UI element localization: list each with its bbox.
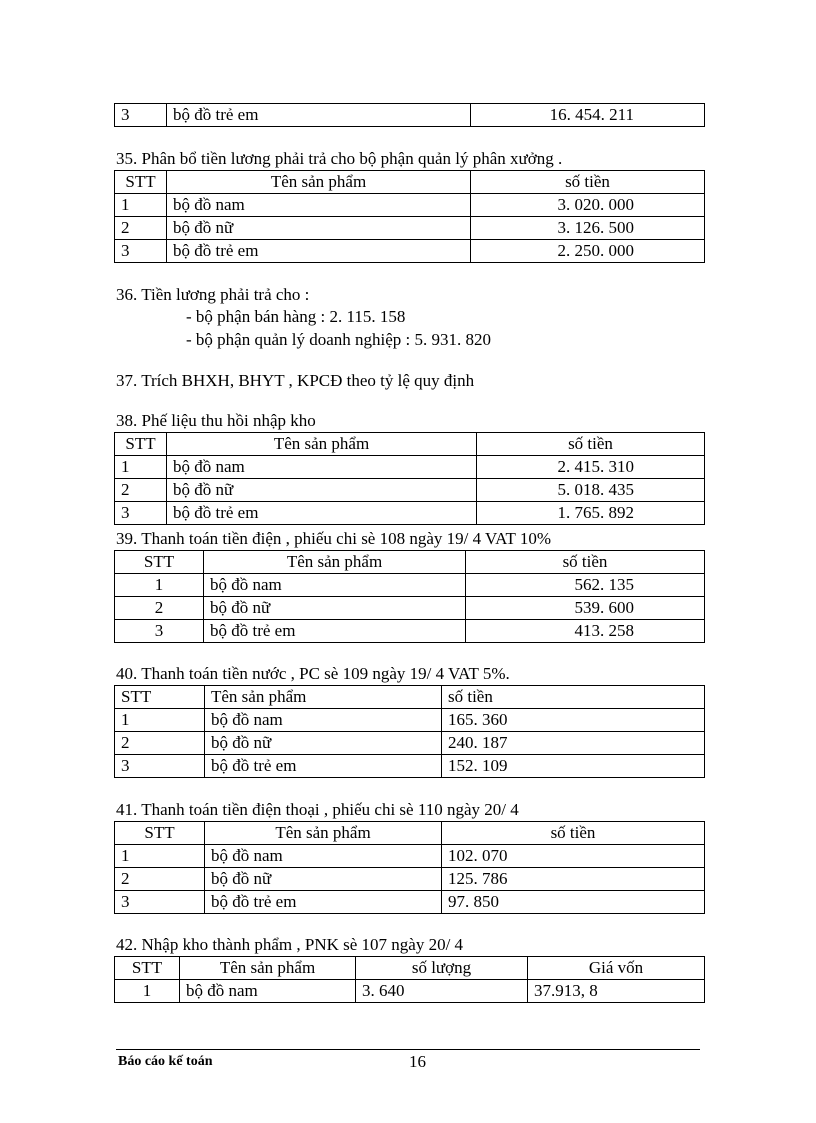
section-37-title: 37. Trích BHXH, BHYT , KPCĐ theo tỷ lệ quy định <box>116 371 475 390</box>
product-cell: bộ đồ nữ <box>205 868 442 891</box>
amount-cell: 5. 018. 435 <box>477 479 705 502</box>
header-stt: STT <box>115 551 204 574</box>
header-stt: STT <box>115 686 205 709</box>
product-cell: bộ đồ trẻ em <box>167 240 471 263</box>
stt-cell: 2 <box>115 868 205 891</box>
product-cell: bộ đồ trẻ em <box>205 755 442 778</box>
table-header-row <box>115 171 705 194</box>
section-40-table <box>114 685 705 778</box>
table-row <box>115 891 705 914</box>
amount-cell: 3. 020. 000 <box>471 194 705 217</box>
table-row <box>115 980 705 1003</box>
amount-cell: 125. 786 <box>442 868 705 891</box>
section-38-title: 38. Phế liệu thu hồi nhập kho <box>116 411 316 430</box>
table-row <box>115 732 705 755</box>
product-cell: bộ đồ trẻ em <box>204 620 466 643</box>
amount-cell: 539. 600 <box>466 597 705 620</box>
table-row <box>115 217 705 240</box>
header-product: Tên sản phẩm <box>180 957 356 980</box>
amount-cell: 562. 135 <box>466 574 705 597</box>
stt-cell: 2 <box>115 217 167 240</box>
section-36-line-sales: - bộ phận bán hàng : 2. 115. 158 <box>186 307 406 326</box>
table-row <box>115 502 705 525</box>
stt-cell: 3 <box>115 620 204 643</box>
section-36-title: 36. Tiền lương phải trả cho : <box>116 285 310 304</box>
header-amount: số tiền <box>477 433 705 456</box>
stt-cell: 3 <box>115 502 167 525</box>
amount-cell: 102. 070 <box>442 845 705 868</box>
section-39-title: 39. Thanh toán tiền điện , phiếu chi sè 108 ngày 19/ 4 VAT 10% <box>116 529 552 548</box>
header-product: Tên sản phẩm <box>167 171 471 194</box>
table-row <box>115 868 705 891</box>
amount-cell: 240. 187 <box>442 732 705 755</box>
stt-cell: 1 <box>115 709 205 732</box>
footer-divider <box>116 1049 700 1050</box>
table-row <box>115 709 705 732</box>
table-row <box>115 845 705 868</box>
table-row <box>115 240 705 263</box>
product-cell: bộ đồ nữ <box>167 479 477 502</box>
header-amount: số tiền <box>471 171 705 194</box>
product-cell: bộ đồ nam <box>205 845 442 868</box>
product-cell: bộ đồ trẻ em <box>167 502 477 525</box>
stt-cell: 2 <box>115 479 167 502</box>
header-stt: STT <box>115 957 180 980</box>
amount-cell: 1. 765. 892 <box>477 502 705 525</box>
stt-cell: 3 <box>115 891 205 914</box>
stt-cell: 1 <box>115 980 180 1003</box>
product-cell: bộ đồ nam <box>204 574 466 597</box>
header-amount: số tiền <box>466 551 705 574</box>
page-number: 16 <box>409 1052 426 1071</box>
top-continuation-table <box>114 103 705 127</box>
amount-cell: 2. 415. 310 <box>477 456 705 479</box>
stt-cell: 2 <box>115 732 205 755</box>
amount-cell: 165. 360 <box>442 709 705 732</box>
table-row <box>115 456 705 479</box>
table-row <box>115 620 705 643</box>
amount-cell: 97. 850 <box>442 891 705 914</box>
footer-label: Báo cáo kế toán <box>118 1054 213 1069</box>
product-cell: bộ đồ nữ <box>205 732 442 755</box>
stt-cell: 1 <box>115 845 205 868</box>
section-41-table <box>114 821 705 914</box>
table-row <box>115 597 705 620</box>
header-cost: Giá vốn <box>528 957 705 980</box>
header-amount: số tiền <box>442 822 705 845</box>
section-39-table <box>114 550 705 643</box>
product-cell: bộ đồ nữ <box>167 217 471 240</box>
table-row <box>115 755 705 778</box>
header-stt: STT <box>115 171 167 194</box>
header-product: Tên sản phẩm <box>205 822 442 845</box>
section-36-line-management: - bộ phận quản lý doanh nghiệp : 5. 931. 820 <box>186 330 492 349</box>
amount-cell: 3. 126. 500 <box>471 217 705 240</box>
stt-cell: 3 <box>115 240 167 263</box>
product-cell: bộ đồ nam <box>180 980 356 1003</box>
table-header-row <box>115 433 705 456</box>
header-amount: số tiền <box>442 686 705 709</box>
table-header-row <box>115 551 705 574</box>
amount-cell: 152. 109 <box>442 755 705 778</box>
stt-cell: 2 <box>115 597 204 620</box>
table-row <box>115 194 705 217</box>
cost-cell: 37.913, 8 <box>528 980 705 1003</box>
header-product: Tên sản phẩm <box>204 551 466 574</box>
header-product: Tên sản phẩm <box>205 686 442 709</box>
product-cell: bộ đồ trẻ em <box>167 104 471 127</box>
header-stt: STT <box>115 822 205 845</box>
product-cell: bộ đồ nữ <box>204 597 466 620</box>
amount-cell: 413. 258 <box>466 620 705 643</box>
header-product: Tên sản phẩm <box>167 433 477 456</box>
header-quantity: số lượng <box>356 957 528 980</box>
section-41-title: 41. Thanh toán tiền điện thoại , phiếu chi sè 110 ngày 20/ 4 <box>116 800 519 819</box>
section-35-title: 35. Phân bổ tiền lương phải trả cho bộ phận quản lý phân xưởng . <box>116 149 563 168</box>
stt-cell: 3 <box>115 104 167 127</box>
table-row <box>115 479 705 502</box>
stt-cell: 3 <box>115 755 205 778</box>
section-35-table <box>114 170 705 263</box>
product-cell: bộ đồ trẻ em <box>205 891 442 914</box>
section-42-title: 42. Nhập kho thành phẩm , PNK sè 107 ngày 20/ 4 <box>116 935 464 954</box>
product-cell: bộ đồ nam <box>205 709 442 732</box>
product-cell: bộ đồ nam <box>167 456 477 479</box>
amount-cell: 16. 454. 211 <box>471 104 705 127</box>
section-42-table <box>114 956 705 1003</box>
table-row <box>115 574 705 597</box>
stt-cell: 1 <box>115 574 204 597</box>
table-header-row <box>115 822 705 845</box>
product-cell: bộ đồ nam <box>167 194 471 217</box>
table-header-row <box>115 686 705 709</box>
quantity-cell: 3. 640 <box>356 980 528 1003</box>
amount-cell: 2. 250. 000 <box>471 240 705 263</box>
stt-cell: 1 <box>115 456 167 479</box>
section-40-title: 40. Thanh toán tiền nước , PC sè 109 ngày 19/ 4 VAT 5%. <box>116 664 510 683</box>
header-stt: STT <box>115 433 167 456</box>
stt-cell: 1 <box>115 194 167 217</box>
section-38-table <box>114 432 705 525</box>
table-row <box>115 104 705 127</box>
table-header-row <box>115 957 705 980</box>
